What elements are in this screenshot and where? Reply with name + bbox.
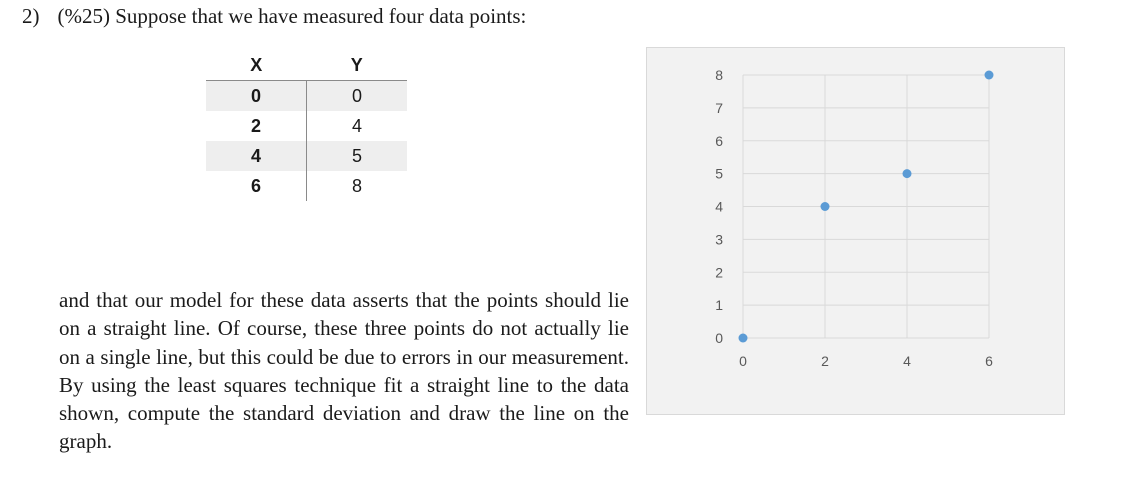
column-header-y: Y <box>307 50 408 81</box>
table-row <box>206 141 407 171</box>
column-header-x: X <box>206 50 307 81</box>
y-tick-label: 1 <box>715 297 723 314</box>
x-tick-label: 0 <box>739 353 747 369</box>
data-table <box>206 50 407 201</box>
y-tick-label: 4 <box>715 198 723 215</box>
problem-paragraph: and that our model for these data asserts that the points should lie on a straight line. Of course, these three points do not actually lie on a single line, but this could be due to errors in our measurement. By using the least squares technique fit a straight line to the data shown, compute the standard deviation and draw the line on the graph. <box>59 288 629 454</box>
table-row <box>206 111 407 141</box>
y-tick-label: 5 <box>715 165 723 182</box>
table-cell-x: 0 <box>206 81 307 112</box>
data-point <box>903 169 912 178</box>
scatter-chart-svg <box>647 48 1066 416</box>
x-tick-label: 6 <box>985 353 993 369</box>
data-point <box>821 202 830 211</box>
table-cell-x: 6 <box>206 171 307 201</box>
table-cell-y: 0 <box>307 81 408 112</box>
table-cell-y: 5 <box>307 141 408 171</box>
data-point <box>739 334 748 343</box>
table-cell-y: 4 <box>351 115 362 136</box>
scatter-chart <box>646 47 1065 415</box>
table-cell-x: 4 <box>206 141 307 171</box>
data-point <box>985 71 994 80</box>
table-row <box>206 171 407 201</box>
table-cell-x: 2 <box>206 111 307 141</box>
table-cell-y: 8 <box>351 175 362 196</box>
x-tick-label: 2 <box>821 353 829 369</box>
y-tick-label: 0 <box>715 330 723 346</box>
table-row <box>206 81 407 112</box>
y-tick-label: 7 <box>715 99 723 116</box>
y-tick-label: 8 <box>715 67 723 83</box>
x-tick-label: 4 <box>903 353 911 369</box>
question-text: (%25) Suppose that we have measured four data points: <box>57 4 527 28</box>
y-tick-label: 6 <box>715 132 723 149</box>
y-tick-label: 3 <box>715 231 723 248</box>
question-number: 2) <box>22 4 40 28</box>
y-tick-label: 2 <box>715 264 723 281</box>
question-heading <box>22 4 526 29</box>
table-header-row <box>206 50 407 81</box>
